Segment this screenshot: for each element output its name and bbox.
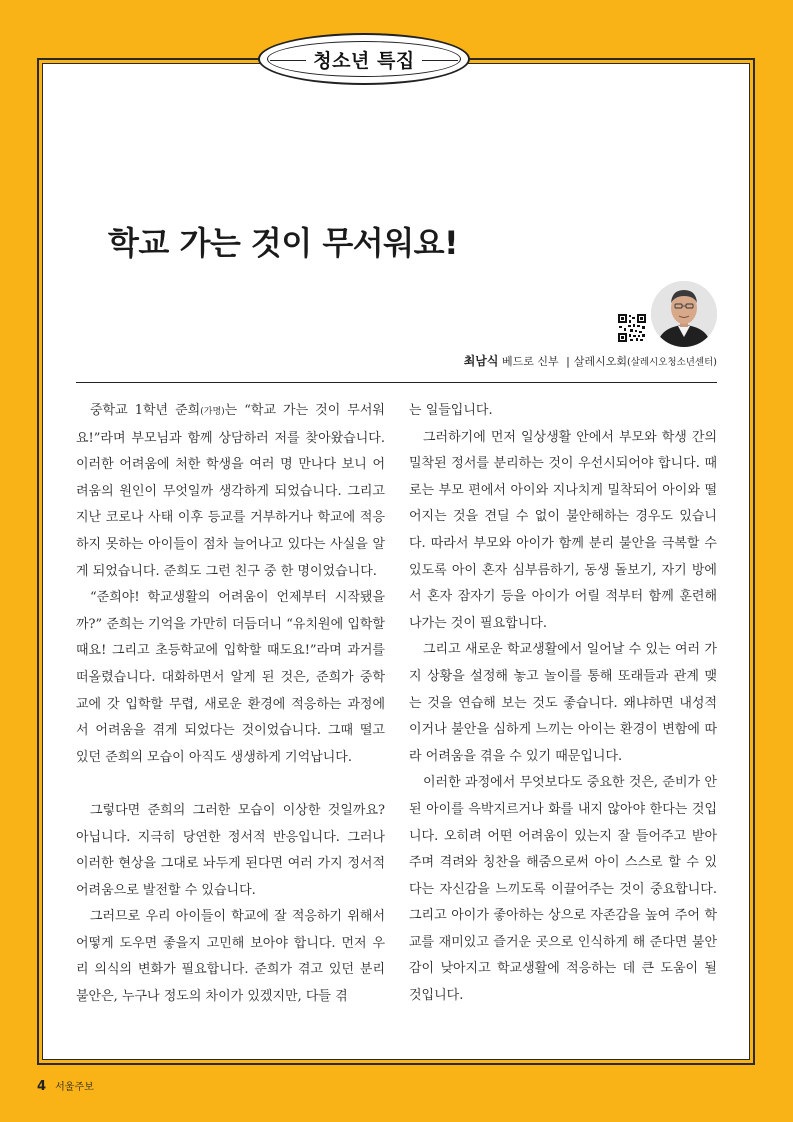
author-title: 베드로 신부	[501, 355, 559, 368]
title-divider	[76, 382, 717, 383]
section-label: 청소년 특집	[313, 49, 415, 72]
article-column-left	[76, 398, 385, 1011]
badge-line-left	[270, 60, 306, 61]
article-column-right	[409, 398, 717, 1010]
author-name: 최남식	[463, 354, 499, 368]
paragraph: 그러하기에 먼저 일상생활 안에서 부모와 학생 간의 밀착된 정서를 분리하는 것이 우선시되어야 합니다. 때로는 부모 편에서 아이와 지나치게 밀착되어 아이와 떨어지는 것을 견딜 수 없이 불안해하는 경우도 있습니다. 따라서 부모와 아이가 함께 분리 불안을 극복할 수 있도록 아이 혼자 심부름하기, 동생 돌보기, 자기 방에서 혼자 잠자기 등을 아이가 어릴 적부터 함께 훈련해 나가는 것이 필요합니다.	[409, 429, 717, 631]
paragraph: 그렇다면 준희의 그러한 모습이 이상한 것일까요? 아닙니다. 지극히 당연한 정서적 반응입니다. 그러나 이러한 현상을 그대로 놔두게 된다면 여러 가지 정서적 어려움으로 발전할 수 있습니다.	[76, 802, 385, 898]
qr-code-icon[interactable]	[618, 314, 646, 342]
byline-divider: |	[566, 355, 570, 368]
paragraph: 그리고 새로운 학교생활에서 일어날 수 있는 여러 가지 상황을 설정해 놓고 놀이를 통해 또래들과 관계 맺는 것을 연습해 보는 것도 좋습니다. 왜냐하면 내성적이거나 불안을 심하게 느끼는 아이는 환경이 변함에 따라 어려움을 겪을 수 있기 때문입니다.	[409, 642, 717, 764]
paragraph: 이러한 과정에서 무엇보다도 중요한 것은, 준비가 안 된 아이를 윽박지르거나 화를 내지 않아야 한다는 것입니다. 오히려 어떤 어려움이 있는지 잘 들어주고 받아주며 격려와 칭찬을 해줌으로써 아이 스스로 할 수 있다는 자신감을 느끼도록 이끌어주는 것이 중요합니다. 그리고 아이가 좋아하는 상으로 자존감을 높여 주어 학교를 재미있고 즐거운 곳으로 인식하게 해 준다면 불안감이 낮아지고 학교생활에 적응하는 데 큰 도움이 될 것입니다.	[409, 775, 717, 1004]
paragraph: 그러므로 우리 아이들이 학교에 잘 적응하기 위해서 어떻게 도우면 좋을지 고민해 보아야 합니다. 먼저 우리 의식의 변화가 필요합니다. 준희가 겪고 있던 분리 불안은, 누구나 정도의 차이가 있겠지만, 다들 겪	[76, 909, 385, 1005]
author-affiliation: 살레시오회	[573, 355, 627, 368]
article-title: 학교 가는 것이 무서워요!	[108, 224, 459, 262]
paragraph-continuation: 는 일들입니다.	[409, 403, 493, 418]
badge-line-right	[422, 60, 458, 61]
pseudonym-note: (가명)	[200, 407, 225, 417]
author-affiliation-detail: (살레시오청소년센터)	[626, 357, 717, 368]
paragraph: “준희야! 학교생활의 어려움이 언제부터 시작됐을까?” 준희는 기억을 가만히 더듬더니 “유치원에 입학할 때요! 그리고 초등학교에 입학할 때도요!”라며 과거를 떠올렸습니다. 대화하면서 알게 된 것은, 준희가 중학교에 갓 입학할 무렵, 새로운 환경에 적응하는 과정에서 어려움을 겪게 되었다는 것이었습니다. 그때 떨고 있던 준희의 모습이 아직도 생생하게 기억납니다.	[76, 590, 385, 765]
byline	[464, 352, 717, 369]
author-photo	[651, 281, 717, 347]
page-number: 4	[37, 1079, 47, 1094]
section-badge	[258, 33, 470, 85]
publication-name: 서울주보	[55, 1082, 94, 1093]
page-footer	[37, 1075, 94, 1094]
paragraph-gap	[76, 771, 385, 798]
paragraph	[76, 398, 385, 585]
paragraph-text: 중학교 1학년 준희	[90, 403, 201, 418]
paragraph-text: 는 “학교 가는 것이 무서워요!”라며 부모님과 함께 상담하러 저를 찾아왔습니다. 이러한 어려움에 처한 학생을 여러 명 만나다 보니 어려움의 원인이 무엇일까 생각하게 되었습니다. 그리고 지난 코로나 사태 이후 등교를 거부하거나 학교에 적응하지 못하는 아이들이 점차 늘어나고 있다는 사실을 알게 되었습니다. 준희도 그런 친구 중 한 명이었습니다.	[76, 403, 385, 579]
